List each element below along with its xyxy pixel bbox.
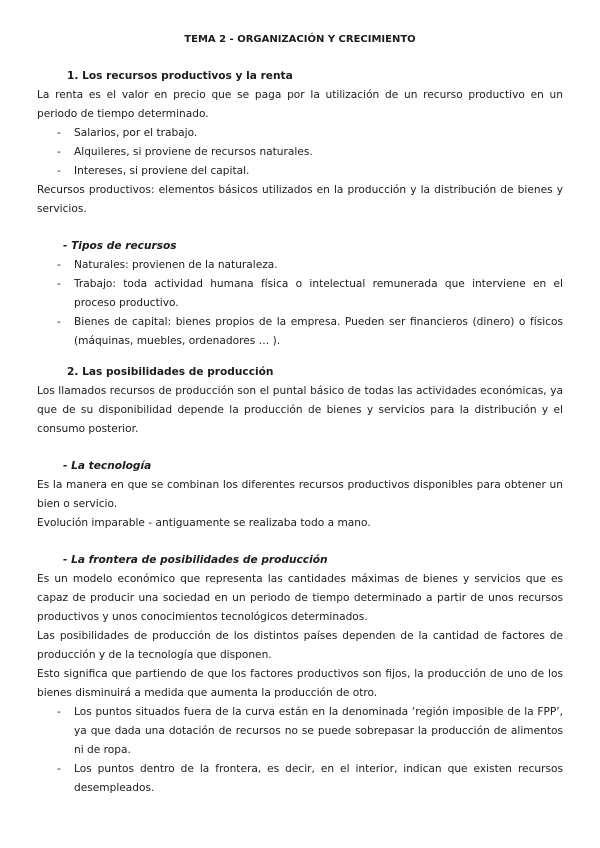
list-item: - Salarios, por el trabajo. [37,124,563,143]
list-item: - Los puntos dentro de la frontera, es decir, en el interior, indican que existen recursos desempleados. [37,760,563,798]
list-item: - Naturales: provienen de la naturaleza. [37,256,563,275]
paragraph-frontera-factores: Esto significa que partiendo de que los factores productivos son fijos, la producción de uno de los bienes disminuirá a medida que aumenta la producción de otro. [37,668,563,699]
tipos-list [37,256,563,351]
subheading-frontera: - La frontera de posibilidades de producción [63,554,328,566]
paragraph-tecnologia: Es la manera en que se combinan los diferentes recursos productivos disponibles para obtener un bien o servicio. [37,479,563,510]
section-heading-recursos: 1. Los recursos productivos y la renta [67,70,293,82]
subheading-tipos-recursos: - Tipos de recursos [63,240,177,252]
frontera-list [37,703,563,798]
renta-list [37,124,563,181]
section-heading-posibilidades: 2. Las posibilidades de producción [67,366,274,378]
paragraph-renta: La renta es el valor en precio que se paga por la utilización de un recurso productivo en un periodo de tiempo determinado. [37,89,563,120]
document-title: TEMA 2 - ORGANIZACIÓN Y CRECIMIENTO [184,34,416,45]
paragraph-frontera-modelo: Es un modelo económico que representa las cantidades máximas de bienes y servicios que es capaz de producir una sociedad en un periodo de tiempo determinado a partir de unos recursos productivos y unos conocimientos tecnológicos determinados. [37,573,563,623]
paragraph-evolucion: Evolución imparable - antiguamente se realizaba todo a mano. [37,517,371,529]
subheading-tecnologia: - La tecnología [63,460,152,472]
list-item: - Intereses, si proviene del capital. [37,162,563,181]
list-item: - Los puntos situados fuera de la curva están en la denominada ‘región imposible de la FPP’, ya que dada una dotación de recursos no se puede sobrepasar la producción de alimentos ni de ropa. [37,703,563,760]
paragraph-frontera-paises: Las posibilidades de producción de los distintos países dependen de la cantidad de factores de producción y de la tecnología que disponen. [37,630,563,661]
paragraph-recursos-productivos: Recursos productivos: elementos básicos utilizados en la producción y la distribución de bienes y servicios. [37,184,563,215]
list-item: - Trabajo: toda actividad humana física o intelectual remunerada que interviene en el proceso productivo. [37,275,563,313]
list-item: - Alquileres, si proviene de recursos naturales. [37,143,563,162]
paragraph-posibilidades: Los llamados recursos de producción son el puntal básico de todas las actividades económicas, ya que de su disponibilidad depende la producción de bienes y servicios para la distribución y el consumo posterior. [37,385,563,435]
list-item: - Bienes de capital: bienes propios de la empresa. Pueden ser financieros (dinero) o físicos (máquinas, muebles, ordenadores … ). [37,313,563,351]
